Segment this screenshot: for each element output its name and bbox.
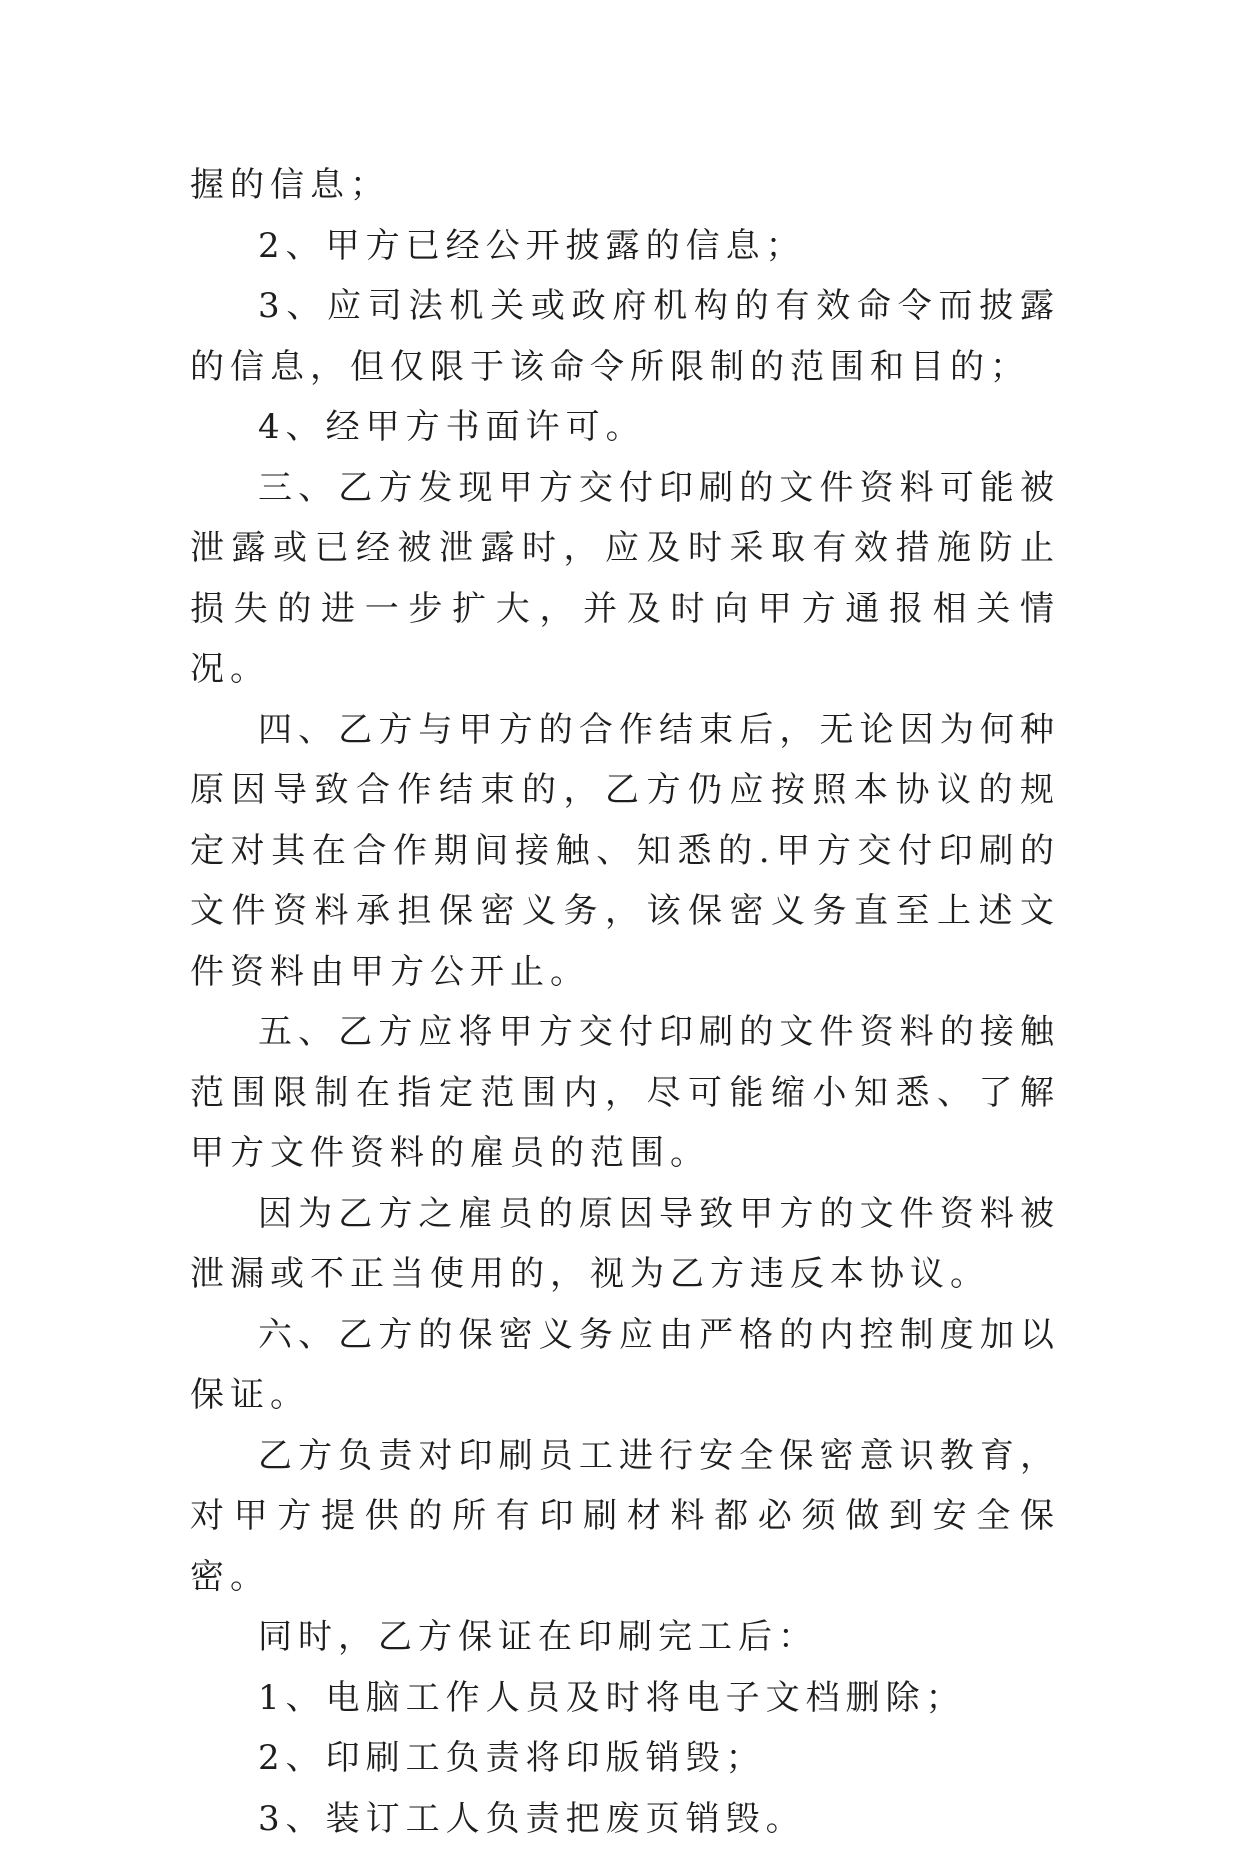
paragraph-item-3: 3、应司法机关或政府机构的有效命令而披露的信息，但仅限于该命令所限制的范围和目的； <box>190 276 1060 397</box>
paragraph-item-4: 4、经甲方书面许可。 <box>190 397 1060 458</box>
paragraph-continuation: 握的信息； <box>190 155 1060 216</box>
paragraph-section-3: 三、乙方发现甲方交付印刷的文件资料可能被泄露或已经被泄露时，应及时采取有效措施防止损失的进一步扩大，并及时向甲方通报相关情况。 <box>190 458 1060 700</box>
paragraph-completion-item-3: 3、装订工人负责把废页销毁。 <box>190 1789 1060 1849</box>
paragraph-completion-item-1: 1、电脑工作人员及时将电子文档删除； <box>190 1668 1060 1729</box>
paragraph-section-4: 四、乙方与甲方的合作结束后，无论因为何种原因导致合作结束的，乙方仍应按照本协议的规定对其在合作期间接触、知悉的.甲方交付印刷的文件资料承担保密义务，该保密义务直至上述文件资料由甲方公开止。 <box>190 700 1060 1003</box>
paragraph-section-6: 六、乙方的保密义务应由严格的内控制度加以保证。 <box>190 1305 1060 1426</box>
paragraph-item-2: 2、甲方已经公开披露的信息； <box>190 216 1060 277</box>
paragraph-education-clause: 乙方负责对印刷员工进行安全保密意识教育，对甲方提供的所有印刷材料都必须做到安全保密。 <box>190 1426 1060 1608</box>
document-body <box>190 155 1060 1849</box>
paragraph-employee-clause: 因为乙方之雇员的原因导致甲方的文件资料被泄漏或不正当使用的，视为乙方违反本协议。 <box>190 1184 1060 1305</box>
paragraph-completion-item-2: 2、印刷工负责将印版销毁； <box>190 1728 1060 1789</box>
paragraph-section-5: 五、乙方应将甲方交付印刷的文件资料的接触范围限制在指定范围内，尽可能缩小知悉、了解甲方文件资料的雇员的范围。 <box>190 1002 1060 1184</box>
paragraph-completion-intro: 同时，乙方保证在印刷完工后： <box>190 1607 1060 1668</box>
